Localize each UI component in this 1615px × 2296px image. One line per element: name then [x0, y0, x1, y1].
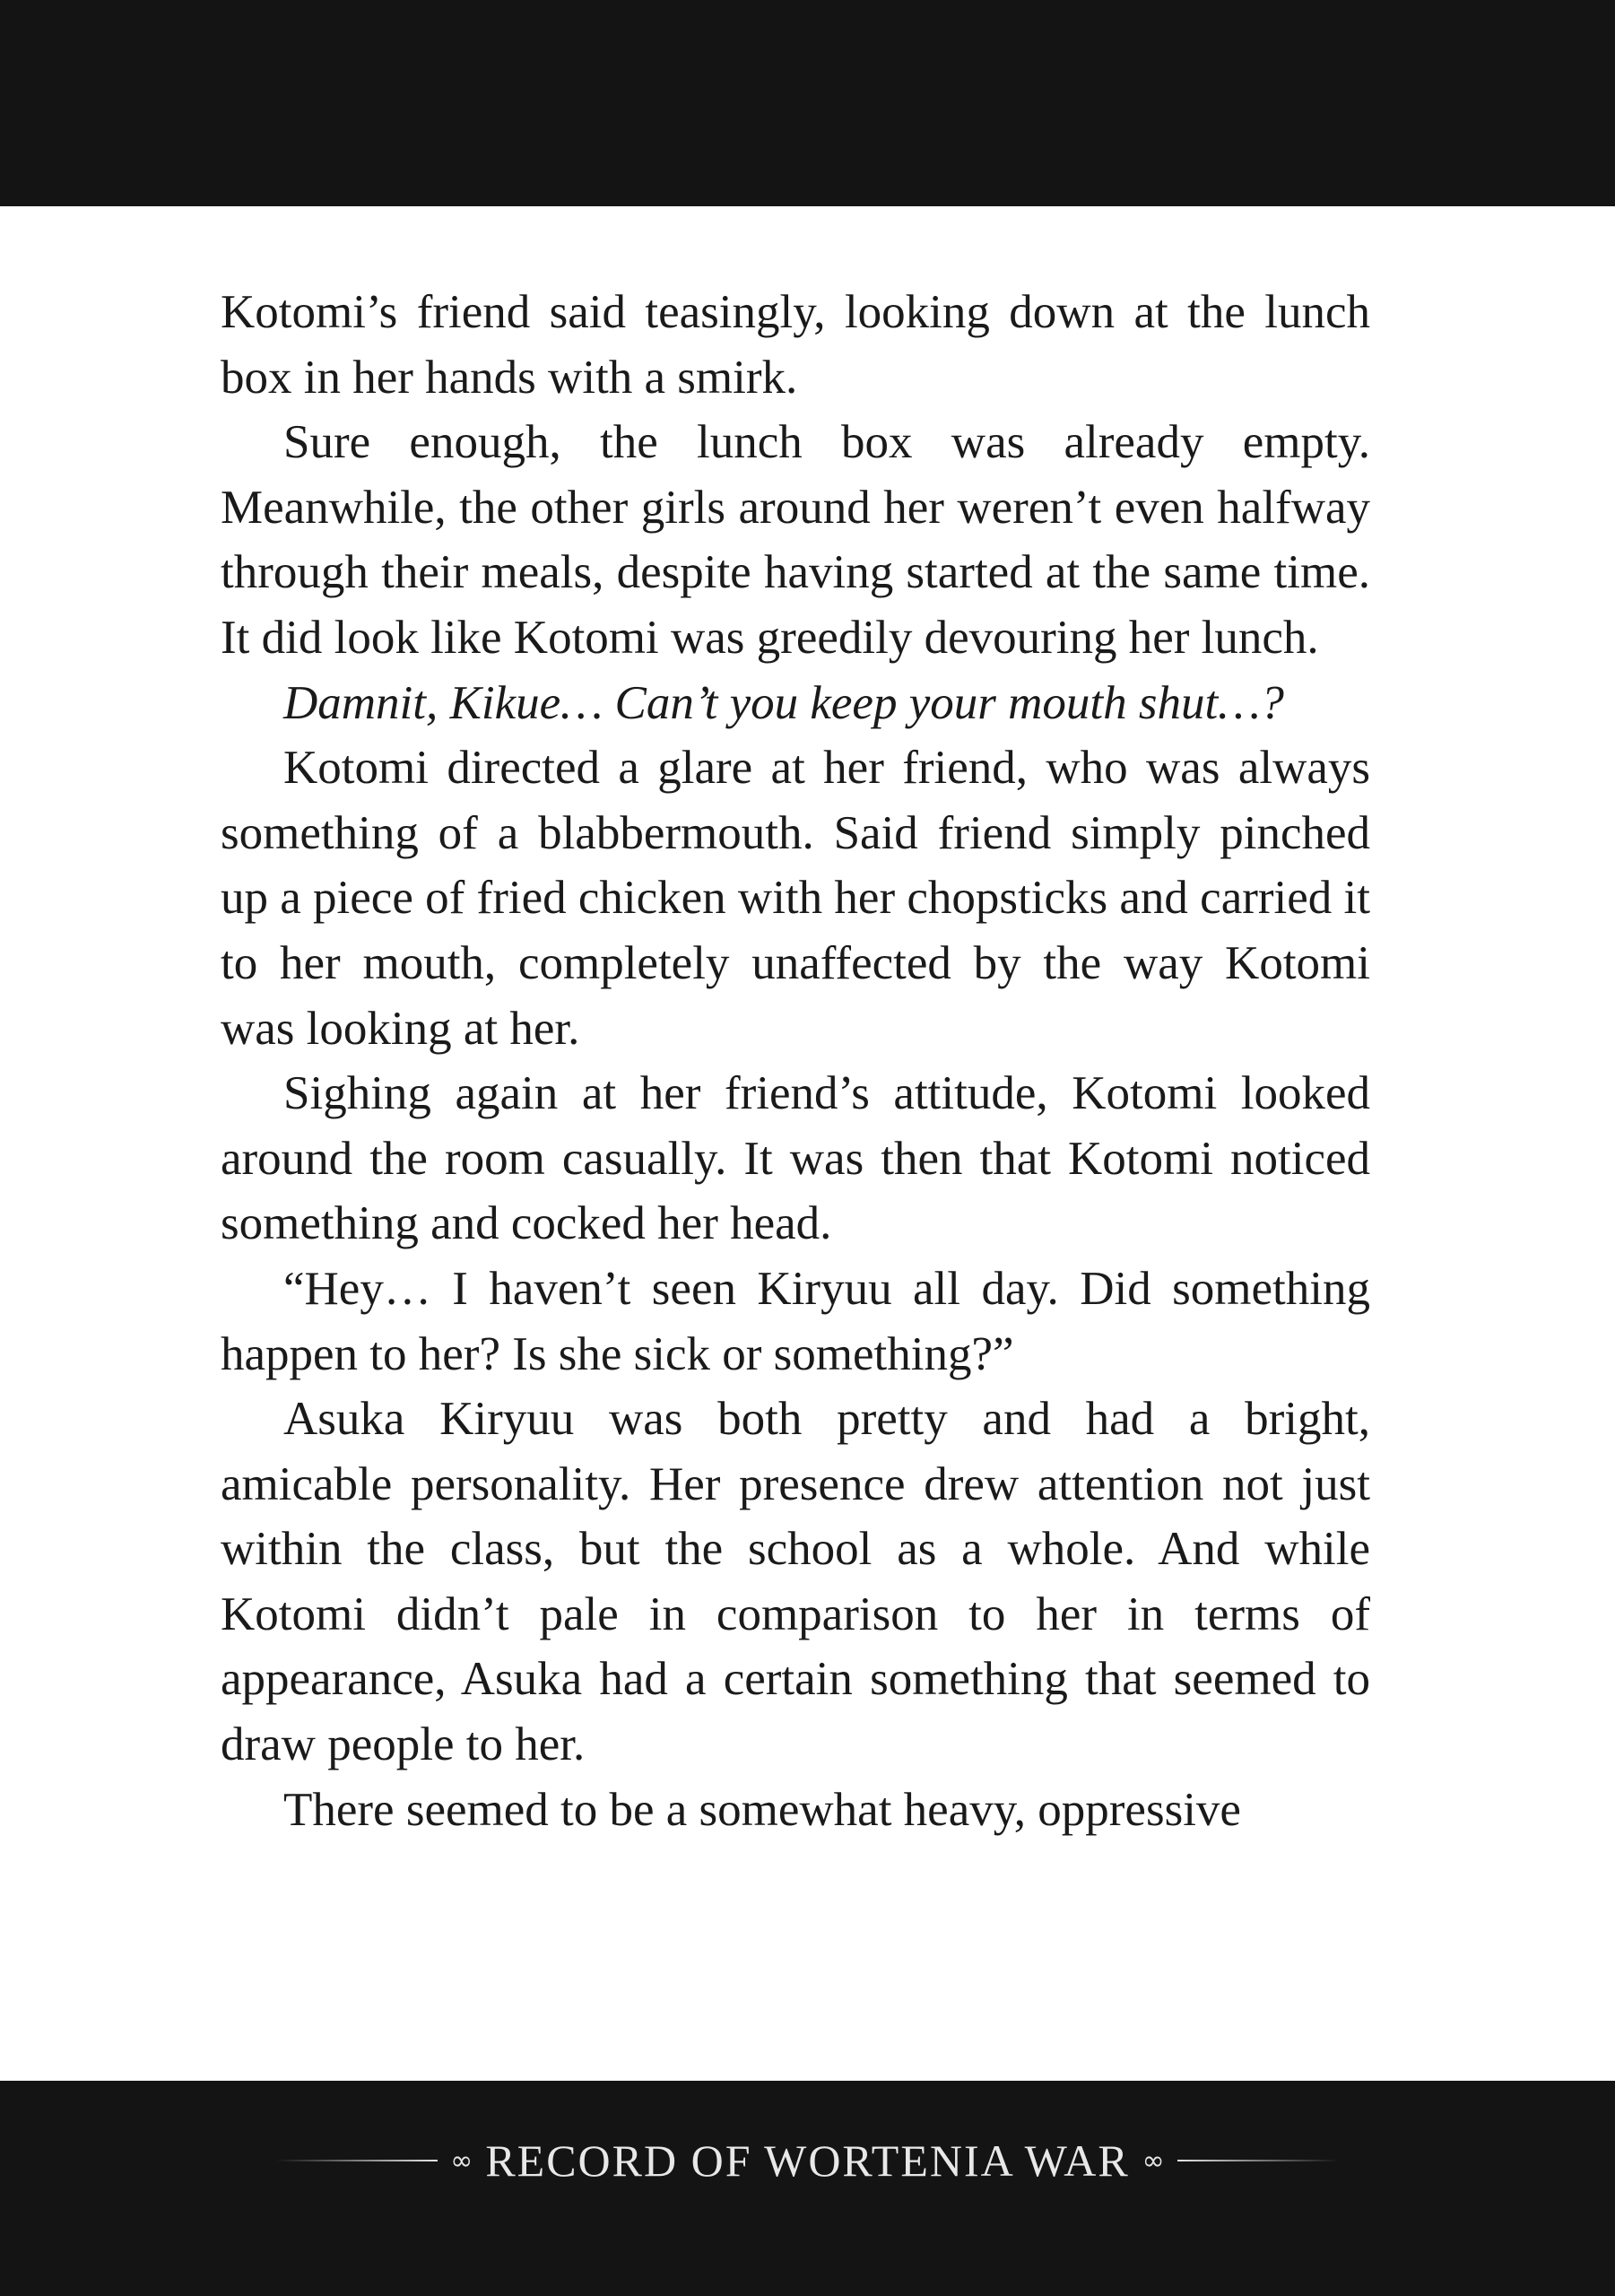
paragraph-6-dialogue: “Hey… I haven’t seen Kiryuu all day. Did something happen to her? Is she sick or something?” — [221, 1262, 1370, 1380]
footer-rule-right — [1177, 2160, 1339, 2161]
ornament-left-icon: ∞ — [450, 2144, 473, 2177]
paragraph-7: Asuka Kiryuu was both pretty and had a bright, amicable personality. Her presence drew attention not just within the class, but the school as a whole. And while Kotomi didn’t pale in comparison to her in terms of appearance, Asuka had a certain something that seemed to draw people to her. — [221, 1393, 1370, 1771]
top-brush-border — [0, 0, 1615, 206]
paragraph-2: Sure enough, the lunch box was already empty. Meanwhile, the other girls around her weren’t even halfway through their meals, despite having started at the same time. It did look like Kotomi was greedily devouring her lunch. — [221, 416, 1370, 664]
paragraph-1: Kotomi’s friend said teasingly, looking down at the lunch box in her hands with a smirk. — [221, 286, 1370, 404]
book-title: RECORD OF WORTENIA WAR — [485, 2135, 1130, 2186]
top-brush-edge — [0, 0, 1615, 206]
ornament-right-icon: ∞ — [1142, 2144, 1165, 2177]
paragraph-4: Kotomi directed a glare at her friend, who was always something of a blabbermouth. Said friend simply pinched up a piece of fried chicken with her chopsticks and carried it to her mouth, completely unaffected by the way Kotomi was looking at her. — [221, 742, 1370, 1055]
paragraph-8: There seemed to be a somewhat heavy, oppressive — [283, 1783, 1241, 1836]
paragraph-3-inner-thought: Damnit, Kikue… Can’t you keep your mouth shut…? — [283, 676, 1284, 729]
paragraph-5: Sighing again at her friend’s attitude, Kotomi looked around the room casually. It was then that Kotomi noticed something and cocked her head. — [221, 1067, 1370, 1250]
footer-rule-left — [276, 2160, 438, 2161]
page-body-text — [221, 280, 1370, 1842]
running-footer — [0, 2129, 1615, 2192]
